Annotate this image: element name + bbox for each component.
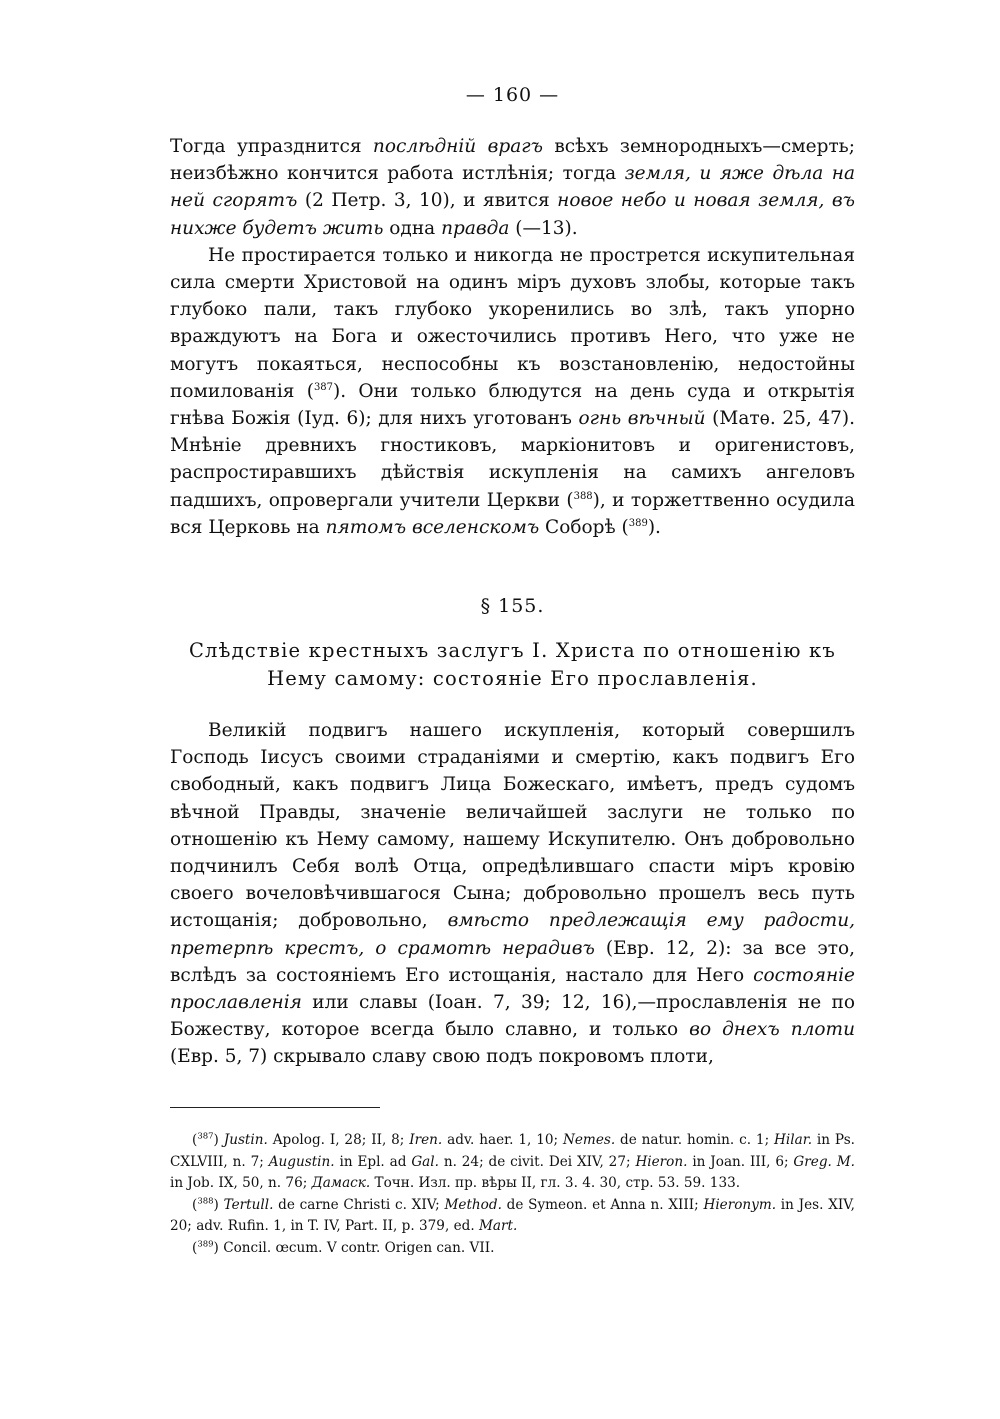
footnote-number: ($^{387}$) (192, 1131, 219, 1148)
footnote-text: Apolog. I, 28; II, 8; (267, 1132, 410, 1148)
footnote-text: Nemes. (562, 1132, 616, 1148)
section-title (170, 637, 855, 693)
footnote-ref[interactable]: 387 (313, 381, 334, 393)
footnote-text: Hieronym. (703, 1196, 777, 1213)
footnote-387 (170, 1130, 855, 1195)
footnote-text: n. 24; de civit. Dei XIV, 27; (438, 1153, 636, 1170)
footnote-389 (170, 1238, 855, 1260)
footnote-text: Hilar. (774, 1132, 813, 1148)
footnote-text: Iren. (409, 1132, 443, 1148)
footnote-text: Augustin. (268, 1153, 335, 1170)
footnotes (170, 1130, 855, 1259)
footnote-ref[interactable]: 388 (573, 490, 593, 502)
footnote-text: de Symeon. et Anna n. XIII; (501, 1196, 704, 1213)
footnote-text: de carne Christi c. XIV; (273, 1196, 445, 1213)
section-title-line-1: Слѣдствіе крестныхъ заслугъ І. Христа по отношенію къ (188, 639, 837, 663)
footnote-text: Method. (444, 1196, 502, 1213)
footnote-text: Concil. œcum. V contr. Origen can. VII. (223, 1239, 495, 1256)
footnote-text: in Joan. III, 6; (687, 1153, 794, 1170)
footnote-text: in Epl. ad (334, 1153, 412, 1170)
footnote-text: de natur. homin. c. 1; (615, 1132, 775, 1148)
footnote-text: Дамаск. (311, 1175, 371, 1191)
footnote-388 (170, 1195, 855, 1238)
footnote-number: ($^{389}$) (192, 1238, 219, 1256)
footnote-number: ($^{388}$) (192, 1195, 219, 1213)
main-text (170, 133, 855, 1071)
footnote-text: Mart. (479, 1218, 518, 1234)
footnote-text: Tertull. (223, 1196, 274, 1213)
footnote-ref[interactable]: 389 (628, 517, 648, 529)
footnote-text: Точн. Изл. пр. вѣры II, гл. 3. 4. 30, стр. 53. 59. 133. (370, 1175, 741, 1191)
section-number: § 155. (480, 595, 545, 618)
paragraph-2: Не простирается только и никогда не прострется искупительная сила смерти Христовой на одинъ міръ духовъ злобы, которые такъ глубоко пали, такъ глубоко укоренились во злѣ, такъ упорно враждуютъ на Бога и ожесточились противъ Него, что уже не могутъ покаяться, неспособны къ возстановленію, недостойны помилованія ($^{387}$). Они только блюдутся на день суда и открытія гнѣва Божія (Іуд. 6); для нихъ уготованъ огнь вѣчный (Матѳ. 25, 47). Мнѣніе древнихъ гностиковъ, маркіонитовъ и оригенистовъ, распростиравшихъ дѣйствія искупленія на самихъ ангеловъ падшихъ, опровергали учители Церкви ($^{388}$), и торжеттвенно осудила вся Церковь на пятомъ вселенскомъ Соборѣ ($^{389}$). (170, 244, 855, 538)
footnote-divider (170, 1107, 380, 1108)
footnote-text: Greg. M. (793, 1153, 855, 1170)
page-number: — 160 — (465, 84, 560, 106)
footnote-text: Hieron. (635, 1153, 688, 1170)
paragraph-1: Тогда упразднится послѣдній врагъ всѣхъ земнородныхъ—смерть; неизбѣжно кончится работа истлѣнія; тогда земля, и яже дѣла на ней сгорятъ (2 Петр. 3, 10), и явится новое небо и новая земля, въ нихже будетъ жить одна правда (—13). (170, 136, 856, 239)
footnote-text: Gal. (411, 1153, 439, 1170)
paragraph-3: Великій подвигъ нашего искупленія, который совершилъ Господь Іисусъ своими страданіями и смертію, какъ подвигъ Его свободный, какъ подвигъ Лица Божескаго, имѣетъ, предъ судомъ вѣчной Правды, значеніе величайшей заслуги не только по отношенію къ Нему самому, нашему Искупителю. Онъ добровольно подчинилъ Себя волѣ Отца, опредѣлившаго спасти міръ кровію своего вочеловѣчившагося Сына; добровольно прошелъ весь путь истощанія; добровольно, вмѣсто предлежащія ему радости, претерпѣ крестъ, о срамотѣ нерадивъ (Евр. 12, 2): за все это, вслѣдъ за состояніемъ Его истощанія, настало для Него состояніе прославленія или славы (Іоан. 7, 39; 12, 16),—прославленія не по Божеству, которое всегда было славно, и только во днехъ плоти (Евр. 5, 7) скрывало славу свою подъ покровомъ плоти, (170, 720, 855, 1068)
footnote-text: in Job. IX, 50, n. 76; (170, 1175, 312, 1191)
footnote-text: adv. haer. 1, 10; (442, 1132, 563, 1148)
section-title-line-2: Нему самому: состояніе Его прославленія. (267, 667, 758, 691)
footnote-text: Justin. (223, 1132, 268, 1148)
footnote-text: in Ps. CXLVIII, n. 7; (170, 1132, 855, 1170)
footnote-text: in Jes. XIV, 20; adv. Rufin. 1, in T. IV, Part. II, p. 379, ed. (170, 1196, 855, 1234)
